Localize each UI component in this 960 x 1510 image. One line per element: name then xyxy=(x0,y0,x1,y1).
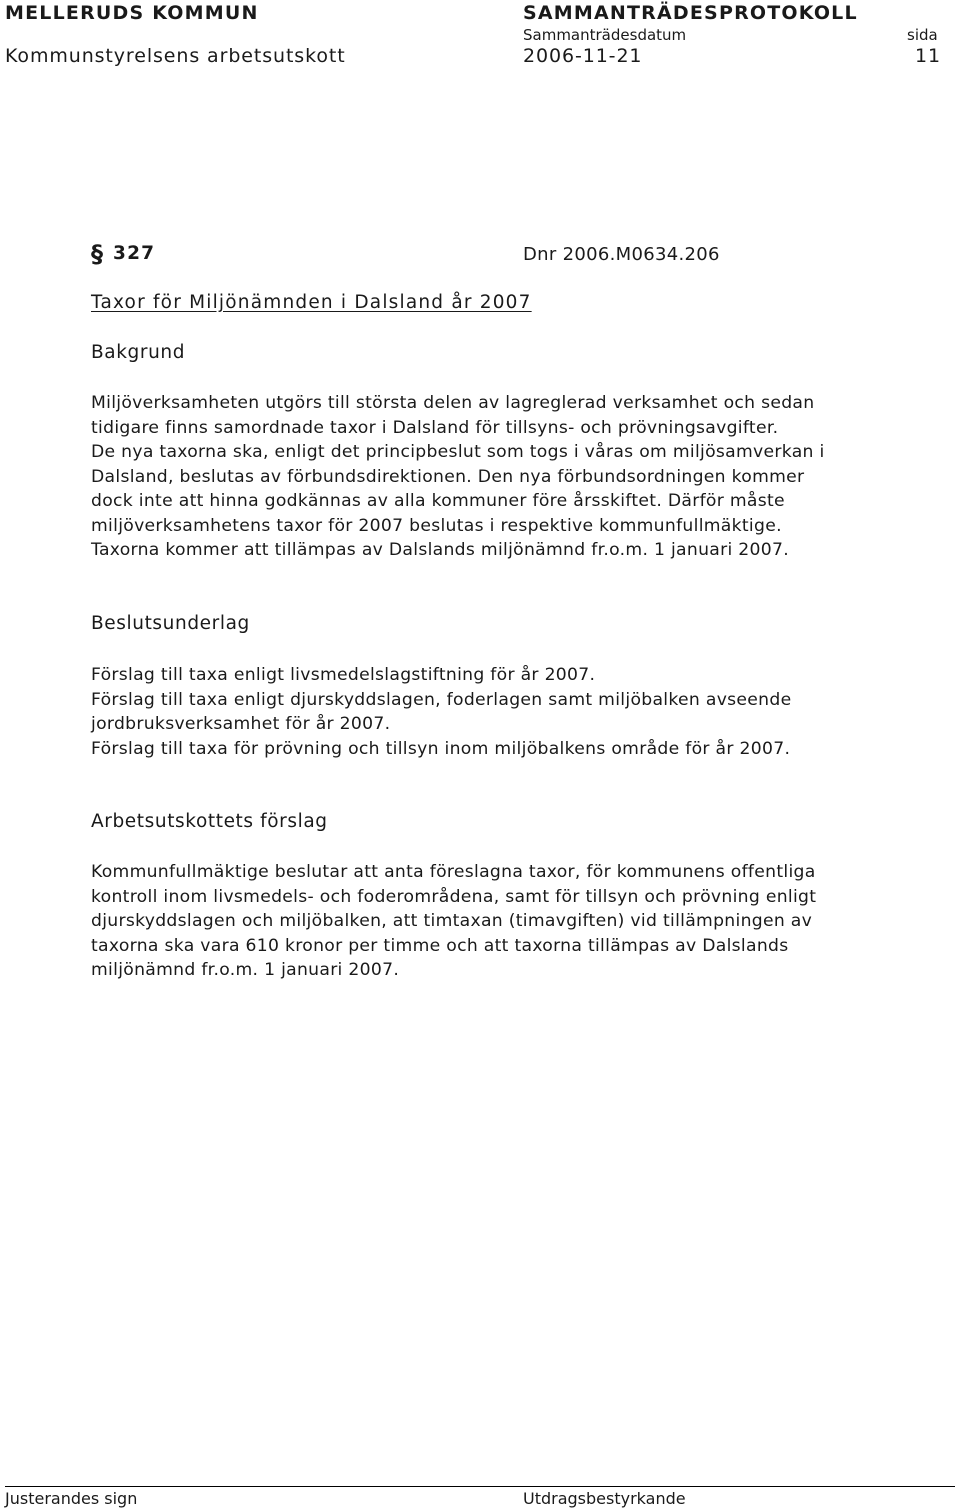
basis-line: Förslag till taxa för prövning och tillsyn inom miljöbalkens område för år 2007. xyxy=(91,738,791,759)
background-line: Dalsland, beslutas av förbundsdirektionen. Den nya förbundsordningen kommer xyxy=(91,466,805,487)
date-label: Sammanträdesdatum xyxy=(523,26,687,44)
background-text xyxy=(91,391,951,563)
meeting-date: 2006-11-21 xyxy=(523,45,643,67)
footer-certification-label: Utdragsbestyrkande xyxy=(523,1489,686,1508)
proposal-line: Kommunfullmäktige beslutar att anta föreslagna taxor, för kommunens offentliga xyxy=(91,862,816,882)
dnr: Dnr 2006.M0634.206 xyxy=(523,244,720,265)
footer-signature-label: Justerandes sign xyxy=(5,1489,138,1508)
proposal-line: djurskyddslagen och miljöbalken, att timtaxan (timavgiften) vid tillämpningen av xyxy=(91,911,813,931)
background-heading: Bakgrund xyxy=(91,342,186,363)
page-number: 11 xyxy=(915,45,941,67)
municipality-name: MELLERUDS KOMMUN xyxy=(5,2,259,24)
background-line: Miljöverksamheten utgörs till största delen av lagreglerad verksamhet och sedan xyxy=(91,393,815,413)
section-symbol: § xyxy=(91,240,103,268)
basis-line: Förslag till taxa enligt livsmedelslagstiftning för år 2007. xyxy=(91,665,596,685)
basis-line: Förslag till taxa enligt djurskyddslagen, foderlagen samt miljöbalken avseende xyxy=(91,689,792,710)
proposal-heading: Arbetsutskottets förslag xyxy=(91,811,328,832)
background-line: Taxorna kommer att tillämpas av Dalslands miljönämnd fr.o.m. 1 januari 2007. xyxy=(91,540,790,560)
proposal-line: miljönämnd fr.o.m. 1 januari 2007. xyxy=(91,960,400,980)
background-line: De nya taxorna ska, enligt det principbeslut som togs i våras om miljösamverkan i xyxy=(91,442,825,462)
protocol-title: SAMMANTRÄDESPROTOKOLL xyxy=(523,2,858,24)
proposal-text xyxy=(91,860,951,983)
proposal-line: taxorna ska vara 610 kronor per timme och att taxorna tillämpas av Dalslands xyxy=(91,935,789,956)
background-line: dock inte att hinna godkännas av alla kommuner före årsskiftet. Därför måste xyxy=(91,491,785,511)
committee-name: Kommunstyrelsens arbetsutskott xyxy=(5,45,346,67)
proposal-line: kontroll inom livsmedels- och foderområdena, samt för tillsyn och prövning enligt xyxy=(91,886,817,907)
basis-heading: Beslutsunderlag xyxy=(91,613,250,634)
item-number: 327 xyxy=(113,243,156,264)
background-line: miljöverksamhetens taxor för 2007 beslutas i respektive kommunfullmäktige. xyxy=(91,515,782,536)
basis-line: jordbruksverksamhet för år 2007. xyxy=(91,714,391,734)
basis-text xyxy=(91,663,951,761)
page-label: sida xyxy=(907,26,938,44)
item-title: Taxor för Miljönämnden i Dalsland år 2007 xyxy=(91,292,532,313)
background-line: tidigare finns samordnade taxor i Dalsland för tillsyns- och prövningsavgifter. xyxy=(91,417,779,438)
footer-divider xyxy=(5,1486,955,1487)
